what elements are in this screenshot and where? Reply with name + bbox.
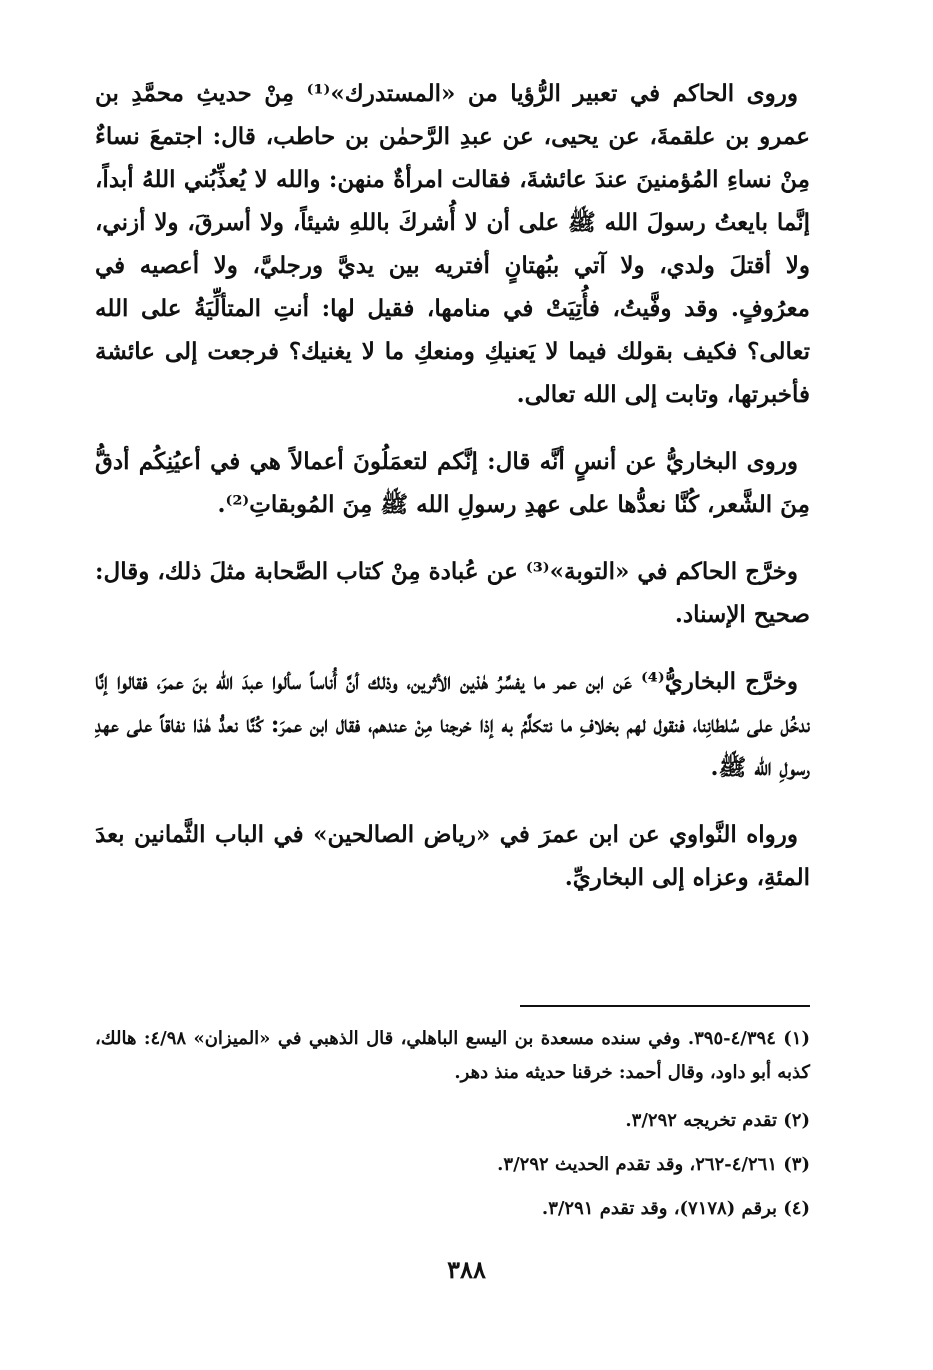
main-text	[95, 72, 810, 923]
paragraph-1: وروى الحاكم في تعبير الرُّؤيا من «المستدرك»⁽¹⁾ مِنْ حديثِ محمَّدِ بن عمرو بن علقمةَ، عن يحيى، عن عبدِ الرَّحمٰن بن حاطب، قال: اجتمعَ نساءٌ مِنْ نساءِ المُؤمنينَ عندَ عائشةَ، فقالت امرأةٌ منهن: والله لا يُعذِّبُني اللهُ أبداً، إنَّما بايعتُ رسولَ الله ﷺ على أن لا أُشركَ باللهِ شيئاً، ولا أسرقَ، ولا أزني، ولا أقتلَ ولدي، ولا آتي ببُهتانٍ أفتريه بين يديَّ ورجليَّ، ولا أعصيه في معرُوفٍ. وقد وفَّيتُ، فأُتِيَتْ في منامها، فقيل لها: أنتِ المتألِّيَةُ على الله تعالى؟ فكيف بقولك فيما لا يَعنيكِ ومنعكِ ما لا يغنيك؟ فرجعت إلى عائشة فأخبرتها، وتابت إلى الله تعالى.	[95, 80, 810, 408]
footnote-4: (٤) برقم (٧١٧٨)، وقد تقدم ٣/٢٩١.	[541, 1198, 810, 1219]
footnote-1: (١) ٤/٣٩٤-٣٩٥. وفي سنده مسعدة بن اليسع الباهلي، قال الذهبي في «الميزان» ٤/٩٨: هالك، كذبه أبو داود، وقال أحمد: خرقنا حديثه منذ دهر.	[95, 1028, 810, 1083]
footnote-3: (٣) ٤/٢٦١-٢٦٢، وقد تقدم الحديث ٣/٢٩٢.	[497, 1154, 810, 1175]
footnote-2: (٢) تقدم تخريجه ٣/٢٩٢.	[625, 1110, 810, 1131]
footnote-separator	[520, 1005, 810, 1007]
paragraph-3: وخرَّج الحاكم في «التوبة»⁽³⁾ عن عُبادة مِنْ كتاب الصَّحابة مثلَ ذلك، وقال: صحيح الإسناد.	[95, 558, 810, 628]
paragraph-5: ورواه النَّواوي عن ابن عمرَ في «رياض الصالحين» في الباب الثَّمانين بعدَ المئةِ، وعزاه إلى البخاريِّ.	[95, 821, 810, 891]
page-number: ٣٨٨	[447, 1255, 486, 1284]
paragraph-2: وروى البخاريُّ عن أنسٍ أنَّه قال: إنَّكم لتعمَلُونَ أعمالاً هي في أعيُنِكُم أدقُّ مِنَ الشَّعر، كُنَّا نعدُّها على عهدِ رسولِ الله ﷺ مِنَ المُوبقاتِ⁽²⁾.	[95, 448, 810, 518]
paragraph-4: وخرَّج البخاريُّ⁽⁴⁾ عَن ابن عمر ما يفسِّرُ هٰذين الأثرين، وذلك أنَّ أُناساً سألوا عبدَ الله بنَ عمرَ، فقالوا إنَّا ندخُل على سُلطانِنا، فنقول لهم بخلافِ ما نتكلَّمُ به إذا خرجنا مِنْ عندهم، فقال ابن عمرَ: كُنَّا نعدُّ هٰذا نفاقاً على عهدِ رسولِ الله ﷺ.	[95, 668, 810, 781]
footnotes	[95, 1022, 810, 1236]
